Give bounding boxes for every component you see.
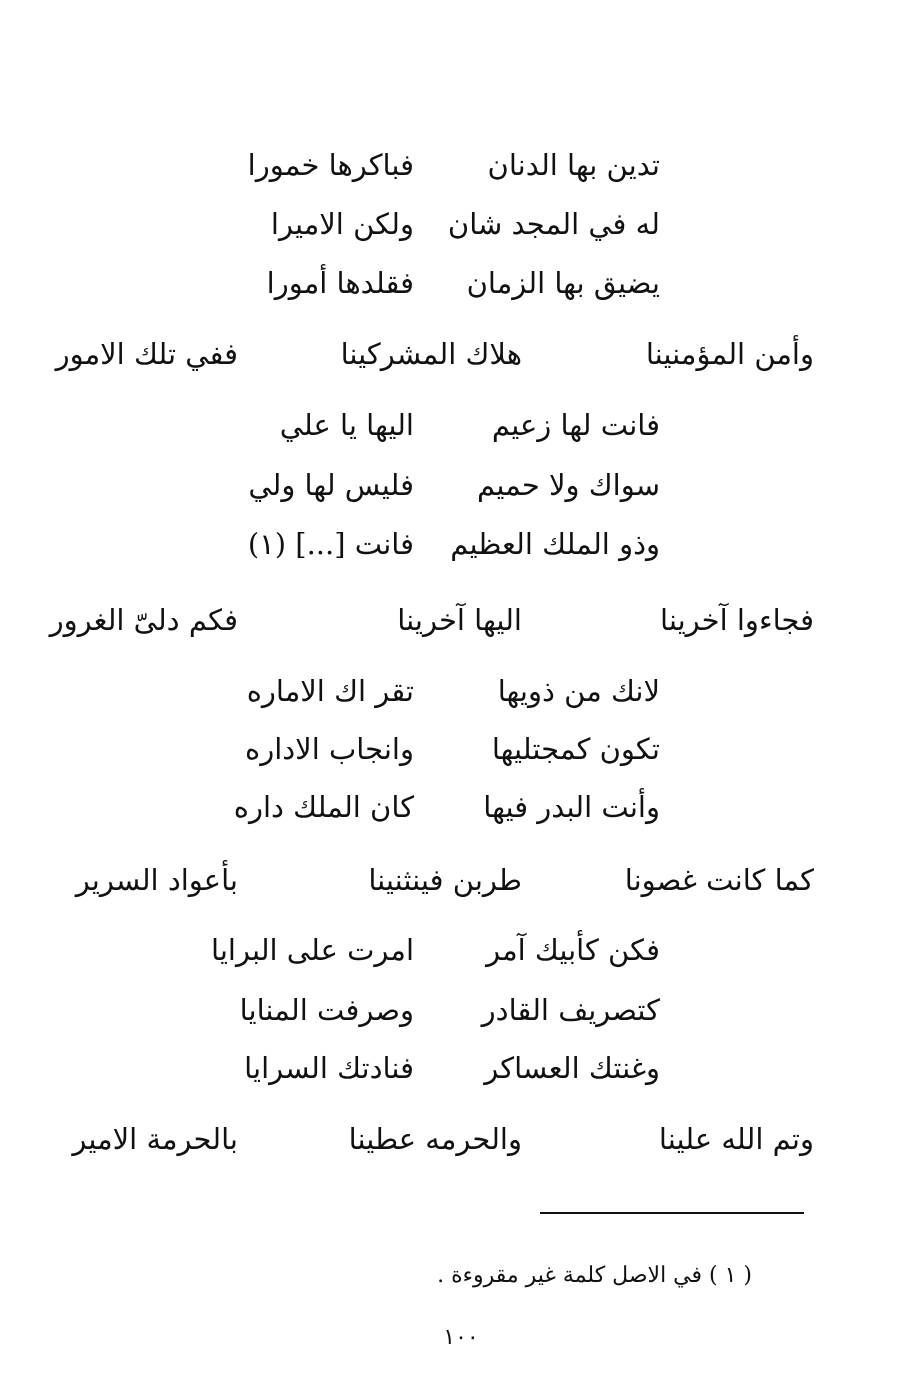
- refrain-part-left: وتم الله علينا: [658, 1122, 814, 1156]
- refrain-part-middle: طربن فينثنينا: [368, 863, 522, 897]
- verse-line: [0, 255, 922, 311]
- verse-first-half: اليها يا علي: [279, 408, 414, 442]
- refrain-line: [0, 1111, 922, 1167]
- verse-second-half: تدين بها الدنان: [487, 148, 660, 182]
- verse-second-half: لانك من ذويها: [497, 674, 660, 708]
- verse-first-half: امرت على البرايا: [210, 933, 414, 967]
- refrain-part-right: بالحرمة الامير: [72, 1122, 238, 1156]
- verse-second-half: تكون كمجتليها: [491, 732, 660, 766]
- verse-line: [0, 982, 922, 1038]
- verse-second-half: وذو الملك العظيم: [450, 527, 660, 561]
- footnote: ( ١ ) في الاصل كلمة غير مقروءة .: [437, 1263, 752, 1288]
- verse-second-half: سواك ولا حميم: [477, 468, 660, 502]
- refrain-line: [0, 326, 922, 382]
- footnote-divider: [540, 1212, 804, 1214]
- verse-first-half: فليس لها ولي: [248, 468, 414, 502]
- verse-line: [0, 922, 922, 978]
- verse-second-half: له في المجد شان: [447, 207, 660, 241]
- verse-line: [0, 397, 922, 453]
- refrain-part-middle: هلاك المشركينا: [340, 337, 522, 371]
- verse-second-half: كتصريف القادر: [481, 993, 660, 1027]
- refrain-part-middle: والحرمه عطينا: [348, 1122, 522, 1156]
- verse-line: [0, 457, 922, 513]
- verse-first-half: فباكرها خمورا: [247, 148, 414, 182]
- verse-second-half: فانت لها زعيم: [491, 408, 660, 442]
- verse-first-half: وصرفت المنايا: [239, 993, 414, 1027]
- refrain-part-right: بأعواد السرير: [75, 863, 238, 897]
- verse-first-half: فقلدها أمورا: [266, 266, 414, 300]
- verse-second-half: يضيق بها الزمان: [466, 266, 660, 300]
- verse-first-half: كان الملك داره: [233, 790, 414, 824]
- verse-first-half: فانت [...] (١): [247, 527, 414, 561]
- refrain-line: [0, 592, 922, 648]
- verse-line: [0, 779, 922, 835]
- verse-line: [0, 196, 922, 252]
- refrain-part-left: وأمن المؤمنينا: [645, 337, 814, 371]
- verse-line: [0, 721, 922, 777]
- verse-line: [0, 1040, 922, 1096]
- refrain-part-left: فجاءوا آخرينا: [660, 603, 814, 637]
- verse-second-half: وغنتك العساكر: [484, 1051, 660, 1085]
- refrain-part-middle: اليها آخرينا: [397, 603, 522, 637]
- verse-first-half: ولكن الاميرا: [270, 207, 414, 241]
- verse-first-half: فنادتك السرايا: [244, 1051, 414, 1085]
- verse-second-half: فكن كأبيك آمر: [486, 933, 660, 967]
- verse-line: [0, 137, 922, 193]
- verse-line: [0, 663, 922, 719]
- verse-second-half: وأنت البدر فيها: [483, 790, 660, 824]
- refrain-part-right: ففي تلك الامور: [55, 337, 238, 371]
- page-number: ١٠٠: [443, 1325, 479, 1350]
- verse-first-half: وانجاب الاداره: [245, 732, 414, 766]
- verse-first-half: تقر اك الاماره: [246, 674, 414, 708]
- refrain-part-left: كما كانت غصونا: [624, 863, 814, 897]
- refrain-line: [0, 852, 922, 908]
- refrain-part-right: فكم دلىّ الغرور: [49, 603, 238, 637]
- verse-line: [0, 516, 922, 572]
